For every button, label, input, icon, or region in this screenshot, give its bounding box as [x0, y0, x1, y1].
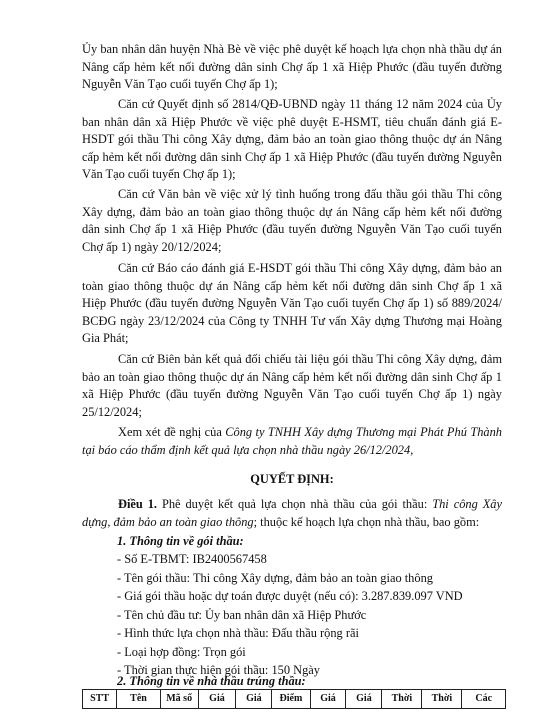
info-line-selection-method: - Hình thức lựa chọn nhà thầu: Đấu thầu rộng rãi	[117, 626, 359, 640]
info-line-contract-type: - Loại hợp đồng: Trọn gói	[117, 645, 246, 659]
proposal-lead-text: Xem xét đề nghị của	[118, 425, 226, 439]
paragraph-legal-basis-report: Căn cứ Báo cáo đánh giá E-HSDT gói thầu Thi công Xây dựng, đảm bảo an toàn giao thông thuộc dự án Nâng cấp hẻm kết nối đường dân sinh Chợ ấp 1 xã Hiệp Phước (đầu tuyến đường Nguyễn Văn Tạo cuối tuyến Chợ ấp 1) số 889/2024/ BCĐG ngày 23/12/2024 của Công ty TNHH Tư vấn Xây dựng Thương mại Hoàng Gia Phát;	[82, 261, 502, 346]
info-line-package-price: - Giá gói thầu hoặc dự toán được duyệt (nếu có): 3.287.839.097 VND	[117, 589, 463, 603]
article-1-label: Điều 1.	[118, 497, 158, 511]
paragraph-legal-basis-decision: Căn cứ Quyết định số 2814/QĐ-UBND ngày 11 tháng 12 năm 2024 của Ủy ban nhân dân xã Hiệp Phước về việc phê duyệt E-HSMT, tiêu chuẩn đánh giá E-HSDT gói thầu Thi công Xây dựng, đảm bảo an toàn giao thông thuộc dự án Nâng cấp hẻm kết nối đường dân sinh Chợ ấp 1 xã Hiệp Phước (đầu tuyến đường Nguyễn Văn Tạo cuối tuyến Chợ ấp 1);	[82, 97, 502, 182]
article-1-text-b: ; thuộc kế hoạch lựa chọn nhà thầu, bao gồm:	[253, 514, 480, 529]
paragraph-proposal	[82, 424, 502, 459]
info-line-package-name: - Tên gói thầu: Thi công Xây dựng, đảm bảo an toàn giao thông	[117, 571, 433, 585]
winning-contractor-table	[82, 689, 506, 709]
info-line-investor: - Tên chủ đầu tư: Ủy ban nhân dân xã Hiệp Phước	[117, 608, 367, 622]
table-header-cell: Tên	[117, 690, 161, 709]
section-1-title: 1. Thông tin về gói thầu:	[117, 534, 244, 548]
info-line-duration: - Thời gian thực hiện gói thầu: 150 Ngày	[117, 663, 320, 677]
proposal-company-text: Công ty TNHH Xây dựng Thương mại Phát Phú Thành tại báo cáo thẩm định kết quả lựa chọn nhà thầu ngày 26/12/2024,	[82, 425, 502, 457]
table-header-cell: Mã số	[160, 690, 198, 709]
info-line-tbmt: - Số E-TBMT: IB2400567458	[117, 552, 267, 566]
article-1-text-a: Phê duyệt kết quả lựa chọn nhà thầu của gói thầu:	[157, 497, 433, 511]
table-header-cell: Giá	[310, 690, 346, 709]
table-header-cell: Điểm	[272, 690, 310, 709]
table-header-cell: STT	[83, 690, 117, 709]
paragraph-preamble: Ủy ban nhân dân huyện Nhà Bè về việc phê duyệt kế hoạch lựa chọn nhà thầu dự án Nâng cấp hẻm kết nối đường dân sinh Chợ ấp 1 xã Hiệp Phước (đầu tuyến đường Nguyễn Văn Tạo cuối tuyến Chợ ấp 1);	[82, 42, 502, 92]
table-header-cell: Thời	[382, 690, 422, 709]
table-header-row	[83, 690, 506, 709]
section-2-title: 2. Thông tin về nhà thầu trúng thầu:	[117, 674, 306, 688]
table-header-cell: Giá	[236, 690, 272, 709]
table-header-cell: Các	[462, 690, 506, 709]
article-1	[82, 496, 502, 531]
paragraph-legal-basis-document: Căn cứ Văn bản về việc xử lý tình huống trong đấu thầu gói thầu Thi công Xây dựng, đảm bảo an toàn giao thông thuộc dự án Nâng cấp hẻm kết nối đường dân sinh Chợ ấp 1 xã Hiệp Phước (đầu tuyến đường Nguyễn Văn Tạo cuối tuyến Chợ ấp 1) ngày 20/12/2024;	[82, 187, 502, 254]
table-header-cell: Giá	[198, 690, 236, 709]
paragraph-legal-basis-minutes: Căn cứ Biên bản kết quả đối chiếu tài liệu gói thầu Thi công Xây dựng, đảm bảo an toàn giao thông thuộc dự án Nâng cấp hẻm kết nối đường dân sinh Chợ ấp 1 xã Hiệp Phước (đầu tuyến đường Nguyễn Văn Tạo cuối tuyến Chợ ấp 1) ngày 25/12/2024;	[82, 352, 502, 419]
table-header-cell: Giá	[346, 690, 382, 709]
table-header-cell: Thời	[422, 690, 462, 709]
article-1-package-name: Thi công Xây dựng, đảm bảo an toàn giao thông	[82, 497, 502, 529]
decision-heading: QUYẾT ĐỊNH:	[250, 472, 334, 486]
